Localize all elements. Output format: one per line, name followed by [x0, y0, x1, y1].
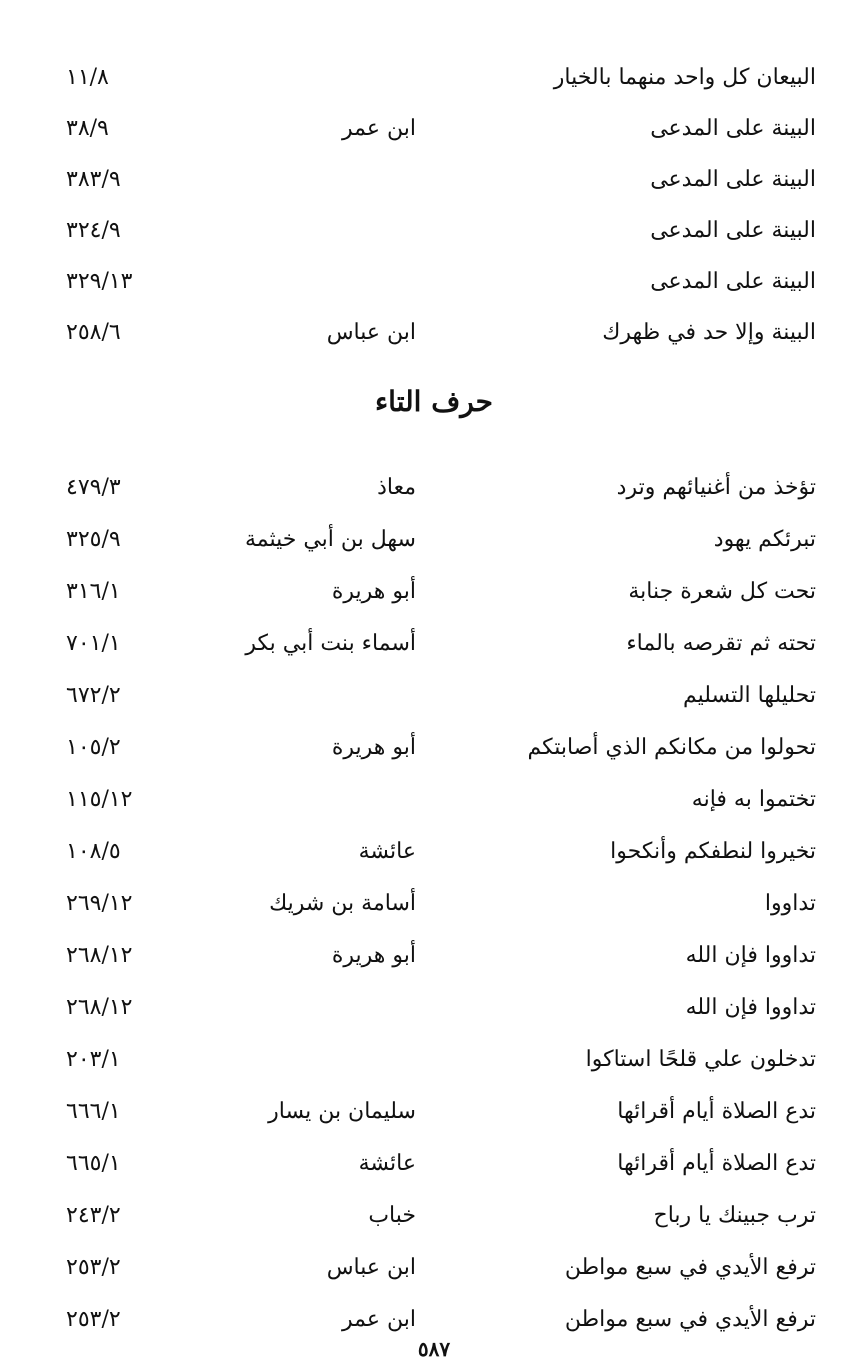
entry-row: [0, 982, 868, 1034]
hadith-text: تؤخذ من أغنيائهم وترد: [616, 475, 816, 500]
volume-page-ref: ٣٢٥/٩: [66, 527, 121, 552]
volume-page-ref: ١٠٥/٢: [66, 735, 121, 760]
volume-page-ref: ٢٦٨/١٢: [66, 943, 133, 968]
entry-row: [0, 154, 868, 206]
hadith-text: البينة وإلا حد في ظهرك: [602, 320, 816, 345]
entry-row: [0, 930, 868, 982]
volume-page-ref: ٢٥٣/٢: [66, 1255, 121, 1280]
entry-row: [0, 618, 868, 670]
entry-row: [0, 722, 868, 774]
volume-page-ref: ١١٥/١٢: [66, 787, 133, 812]
entry-row: [0, 826, 868, 878]
entry-row: [0, 307, 868, 359]
narrator: أبو هريرة: [331, 943, 416, 968]
volume-page-ref: ٢٥٣/٢: [66, 1307, 121, 1332]
volume-page-ref: ٢٦٨/١٢: [66, 995, 133, 1020]
hadith-text: تبرئكم يهود: [713, 527, 816, 552]
hadith-text: تحليلها التسليم: [682, 683, 816, 708]
narrator: أسامة بن شريك: [269, 891, 416, 916]
hadith-text: البينة على المدعى: [650, 167, 816, 192]
entry-row: [0, 103, 868, 155]
volume-page-ref: ١١/٨: [66, 65, 109, 90]
hadith-text: البينة على المدعى: [650, 218, 816, 243]
page-number: ٥٨٧: [417, 1337, 451, 1361]
entry-row: [0, 1034, 868, 1086]
volume-page-ref: ٣٢٤/٩: [66, 218, 121, 243]
entry-row: [0, 670, 868, 722]
hadith-text: تداووا فإن الله: [685, 943, 816, 968]
volume-page-ref: ٢٠٣/١: [66, 1047, 121, 1072]
narrator: معاذ: [377, 475, 416, 500]
narrator: ابن عمر: [342, 116, 416, 141]
entry-row: [0, 52, 868, 104]
hadith-text: تحته ثم تقرصه بالماء: [626, 631, 816, 656]
entry-row: [0, 774, 868, 826]
hadith-text: ترب جبينك يا رباح: [653, 1203, 816, 1228]
volume-page-ref: ٣١٦/١: [66, 579, 121, 604]
entry-row: [0, 1190, 868, 1242]
narrator: ابن عباس: [326, 320, 416, 345]
entry-row: [0, 256, 868, 308]
entry-row: [0, 1138, 868, 1190]
narrator: عائشة: [358, 839, 416, 864]
hadith-text: تداووا فإن الله: [685, 995, 816, 1020]
volume-page-ref: ٢٦٩/١٢: [66, 891, 133, 916]
volume-page-ref: ٣٨/٩: [66, 116, 109, 141]
entry-row: [0, 514, 868, 566]
hadith-text: تدع الصلاة أيام أقرائها: [617, 1151, 816, 1176]
volume-page-ref: ٦٦٦/١: [66, 1099, 121, 1124]
hadith-text: تدع الصلاة أيام أقرائها: [617, 1099, 816, 1124]
narrator: خباب: [368, 1203, 416, 1228]
volume-page-ref: ٣٢٩/١٣: [66, 269, 133, 294]
hadith-text: تدخلون علي قلحًا استاكوا: [585, 1047, 816, 1072]
volume-page-ref: ٣٨٣/٩: [66, 167, 121, 192]
volume-page-ref: ٦٧٢/٢: [66, 683, 121, 708]
volume-page-ref: ٦٦٥/١: [66, 1151, 121, 1176]
narrator: ابن عباس: [326, 1255, 416, 1280]
hadith-text: البيعان كل واحد منهما بالخيار: [553, 65, 816, 90]
hadith-text: تداووا: [764, 891, 816, 916]
volume-page-ref: ٢٤٣/٢: [66, 1203, 121, 1228]
hadith-text: تختموا به فإنه: [691, 787, 816, 812]
volume-page-ref: ٢٥٨/٦: [66, 320, 121, 345]
hadith-text: تخيروا لنطفكم وأنكحوا: [610, 839, 816, 864]
hadith-text: تحولوا من مكانكم الذي أصابتكم: [527, 735, 816, 760]
hadith-text: تحت كل شعرة جنابة: [628, 579, 816, 604]
narrator: سليمان بن يسار: [268, 1099, 416, 1124]
entry-row: [0, 1242, 868, 1294]
narrator: أبو هريرة: [331, 735, 416, 760]
narrator: عائشة: [358, 1151, 416, 1176]
hadith-text: ترفع الأيدي في سبع مواطن: [564, 1255, 816, 1280]
entry-row: [0, 462, 868, 514]
entry-row: [0, 1086, 868, 1138]
narrator: ابن عمر: [342, 1307, 416, 1332]
entry-row: [0, 566, 868, 618]
section-title: حرف التاء: [375, 385, 493, 418]
narrator: سهل بن أبي خيثمة: [244, 527, 416, 552]
narrator: أبو هريرة: [331, 579, 416, 604]
hadith-text: البينة على المدعى: [650, 116, 816, 141]
entry-row: [0, 205, 868, 257]
volume-page-ref: ٤٧٩/٣: [66, 475, 121, 500]
volume-page-ref: ١٠٨/٥: [66, 839, 121, 864]
narrator: أسماء بنت أبي بكر: [245, 631, 416, 656]
entry-row: [0, 878, 868, 930]
hadith-text: ترفع الأيدي في سبع مواطن: [564, 1307, 816, 1332]
volume-page-ref: ٧٠١/١: [66, 631, 121, 656]
hadith-text: البينة على المدعى: [650, 269, 816, 294]
